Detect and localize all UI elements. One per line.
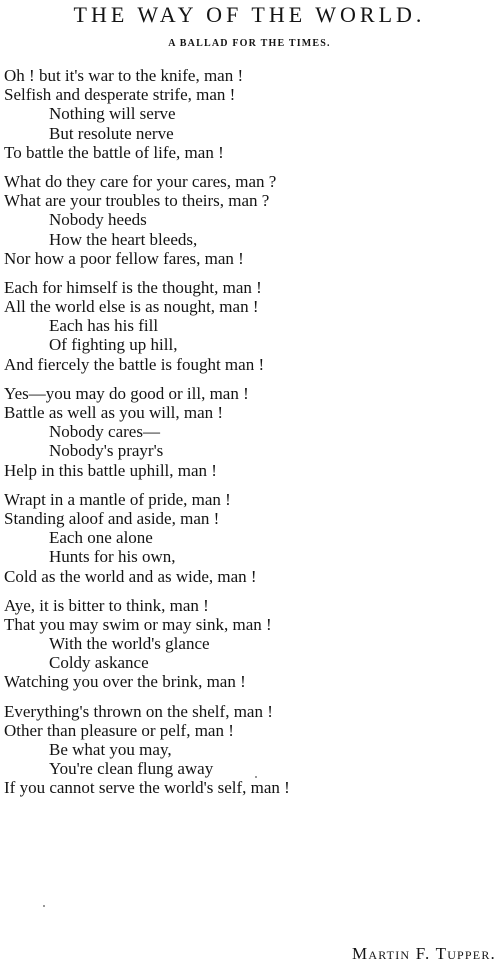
poem-line: Nobody cares— [49, 422, 160, 442]
poem-line: All the world else is as nought, man ! [4, 297, 259, 317]
poem-line: Each has his fill [49, 316, 159, 336]
poem-line: Help in this battle uphill, man ! [4, 460, 217, 480]
stanza-5 [4, 490, 498, 586]
poem-line: Other than pleasure or pelf, man ! [4, 720, 234, 740]
poem-line: To battle the battle of life, man ! [4, 142, 224, 162]
poem-line: Everything's thrown on the shelf, man ! [4, 701, 273, 721]
poem-line: Each for himself is the thought, man ! [4, 277, 262, 297]
poem-line: Watching you over the brink, man ! [4, 672, 246, 692]
poem-line: If you cannot serve the world's self, man ! [4, 778, 290, 798]
poem-subtitle: A BALLAD FOR THE TIMES. [168, 38, 331, 49]
poem-line: Selfish and desperate strife, man ! [4, 85, 236, 105]
poem-line: Nobody heeds [49, 210, 147, 230]
poem-line: You're clean flung away [49, 759, 214, 779]
poem-line: Coldy askance [49, 653, 149, 673]
poem-line: What are your troubles to theirs, man ? [4, 191, 270, 211]
poem-line: Nothing will serve [49, 104, 176, 124]
poem-line: Battle as well as you will, man ! [4, 403, 224, 422]
poem-body [4, 66, 498, 808]
poem-line: Nobody's prayr's [49, 441, 164, 461]
stanza-1 [4, 66, 498, 162]
poem-line: How the heart bleeds, [49, 229, 198, 249]
print-speck [255, 776, 257, 778]
poem-line: Hunts for his own, [49, 547, 176, 567]
poem-line: Of fighting up hill, [49, 335, 178, 355]
poem-line: Wrapt in a mantle of pride, man ! [4, 489, 231, 509]
poem-line: But resolute nerve [49, 123, 174, 143]
stanza-3 [4, 278, 498, 374]
stanza-7 [4, 702, 498, 798]
poem-line: Standing aloof and aside, man ! [4, 508, 220, 528]
poem-line: And fiercely the battle is fought man ! [4, 354, 265, 374]
poem-line: That you may swim or may sink, man ! [4, 614, 272, 634]
poem-line: Aye, it is bitter to think, man ! [4, 595, 209, 615]
poem-line: What do they care for your cares, man ? [4, 171, 277, 191]
poem-line: Each one alone [49, 528, 153, 548]
stanza-4 [4, 384, 498, 480]
poem-line: Cold as the world and as wide, man ! [4, 566, 257, 586]
poem-line: Be what you may, [49, 740, 172, 759]
author-signature: Martin F. Tupper. [352, 944, 496, 963]
poem-title: THE WAY OF THE WORLD. [73, 2, 426, 27]
poem-line: Nor how a poor fellow fares, man ! [4, 248, 244, 268]
stanza-6 [4, 596, 498, 692]
poem-line: With the world's glance [49, 634, 210, 654]
stanza-2 [4, 172, 498, 268]
print-speck [43, 905, 45, 907]
poem-line: Oh ! but it's war to the knife, man ! [4, 66, 244, 85]
poem-line: Yes—you may do good or ill, man ! [4, 383, 249, 403]
